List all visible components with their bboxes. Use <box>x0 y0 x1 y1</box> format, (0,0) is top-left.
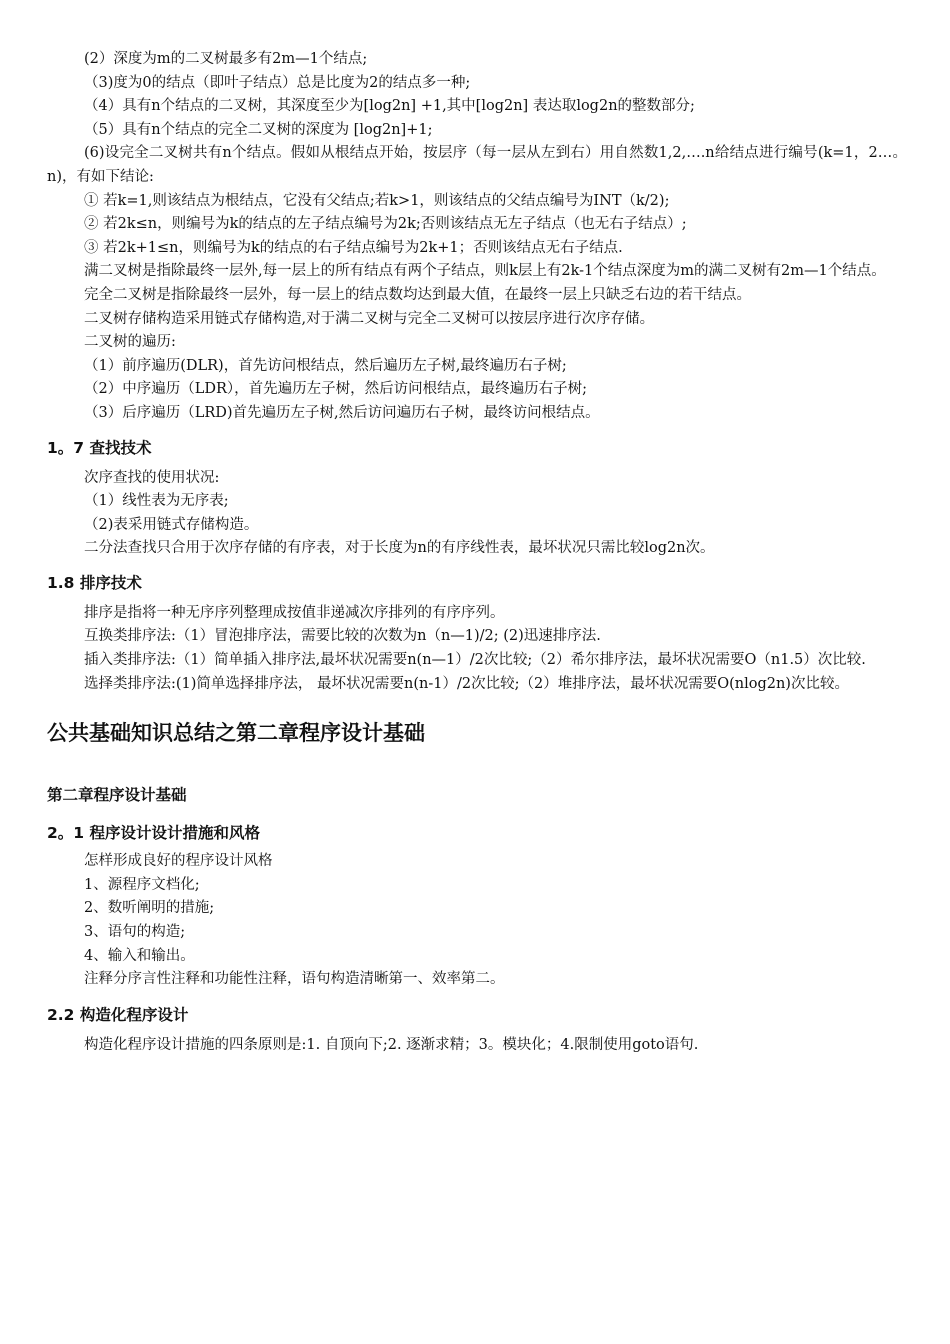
style-line-4: 3、语句的构造; <box>84 924 186 941</box>
style-line-2: 1、源程序文档化; <box>84 876 200 893</box>
property-6-item-2: ② 若2k≤n，则编号为k的结点的左子结点编号为2k;否则该结点无左子结点（也无右子结点）; <box>84 216 687 233</box>
traversal-postorder: （3）后序遍历（LRD)首先遍历左子树,然后访问遍历右子树，最终访问根结点。 <box>84 404 600 421</box>
section-1-7-title: 1。7 查找技术 <box>47 438 152 457</box>
search-line-3: （2)表采用链式存储构造。 <box>84 516 259 533</box>
traversal-inorder: （2）中序遍历（LDR），首先遍历左子树，然后访问根结点，最终遍历右子树; <box>84 381 588 398</box>
document-page <box>47 48 907 1057</box>
section-2-1-title: 2。1 程序设计设计措施和风格 <box>47 824 260 843</box>
search-line-2: （1）线性表为无序表; <box>84 493 229 510</box>
storage-structure-paragraph: 二叉树存储构造采用链式存储构造,对于满二叉树与完全二叉树可以按层序进行次序存储。 <box>84 310 655 327</box>
complete-binary-tree-definition: 完全二叉树是指除最终一层外，每一层上的结点数均达到最大值，在最终一层上只缺乏右边的若干结点。 <box>84 286 751 303</box>
style-line-6: 注释分序言性注释和功能性注释，语句构造清晰第一、效率第二。 <box>84 971 505 988</box>
structured-programming-principles: 构造化程序设计措施的四条原则是:1. 自顶向下;2. 逐渐求精；3。模块化；4.限制使用goto语句. <box>84 1036 699 1053</box>
traversal-heading: 二叉树的遍历: <box>84 334 176 351</box>
property-5: （5）具有n个结点的完全二叉树的深度为 [log2n]+1; <box>84 121 433 138</box>
style-line-5: 4、输入和输出。 <box>84 947 195 964</box>
property-2: (2）深度为m的二叉树最多有2m—1个结点; <box>84 51 368 67</box>
sort-line-2: 互换类排序法:（1）冒泡排序法，需要比较的次数为n（n—1)/2; (2)迅速排序法. <box>84 628 601 645</box>
property-6: (6)设完全二叉树共有n个结点。假如从根结点开始，按层序（每一层从左到右）用自然数1,2,….n给结点进行编号(k=1，2…。n)，有如下结论: <box>47 145 907 185</box>
property-3: （3)度为0的结点（即叶子结点）总是比度为2的结点多一种; <box>84 74 471 91</box>
property-6-item-3: ③ 若2k+1≤n，则编号为k的结点的右子结点编号为2k+1；否则该结点无右子结点. <box>84 239 623 256</box>
style-line-1: 怎样形成良好的程序设计风格 <box>84 853 273 870</box>
chapter-title: 公共基础知识总结之第二章程序设计基础 <box>47 721 425 746</box>
selection-sort-paragraph: 选择类排序法:(1)简单选择排序法， 最坏状况需要n(n-1）/2次比较;（2）堆排序法，最坏状况需要O(nlog2n)次比较。 <box>84 675 849 692</box>
insertion-sort-paragraph: 插入类排序法:（1）简单插入排序法,最坏状况需要n(n—1）/2次比较;（2）希尔排序法，最坏状况需要O（n1.5）次比较. <box>84 652 866 669</box>
search-line-1: 次序查找的使用状况: <box>84 469 220 486</box>
property-6-item-1: ① 若k=1,则该结点为根结点，它没有父结点;若k>1，则该结点的父结点编号为INT（k/2); <box>84 192 670 209</box>
sort-line-1: 排序是指将一种无序序列整理成按值非递减次序排列的有序序列。 <box>84 604 505 621</box>
section-1-8-title: 1.8 排序技术 <box>47 573 142 592</box>
search-line-4: 二分法查找只合用于次序存储的有序表，对于长度为n的有序线性表，最坏状况只需比较log2n次。 <box>84 540 715 557</box>
style-line-3: 2、数听阐明的措施; <box>84 900 215 917</box>
traversal-preorder: （1）前序遍历(DLR)，首先访问根结点，然后遍历左子树,最终遍历右子树; <box>84 357 567 374</box>
chapter-subtitle: 第二章程序设计基础 <box>47 786 187 805</box>
section-2-2-title: 2.2 构造化程序设计 <box>47 1005 189 1024</box>
property-4: （4）具有n个结点的二叉树，其深度至少为[log2n] +1,其中[log2n] 表达取log2n的整数部分; <box>84 98 695 115</box>
full-binary-tree-definition: 满二叉树是指除最终一层外,每一层上的所有结点有两个子结点，则k层上有2k-1个结点深度为m的满二叉树有2m—1个结点。 <box>84 263 886 280</box>
